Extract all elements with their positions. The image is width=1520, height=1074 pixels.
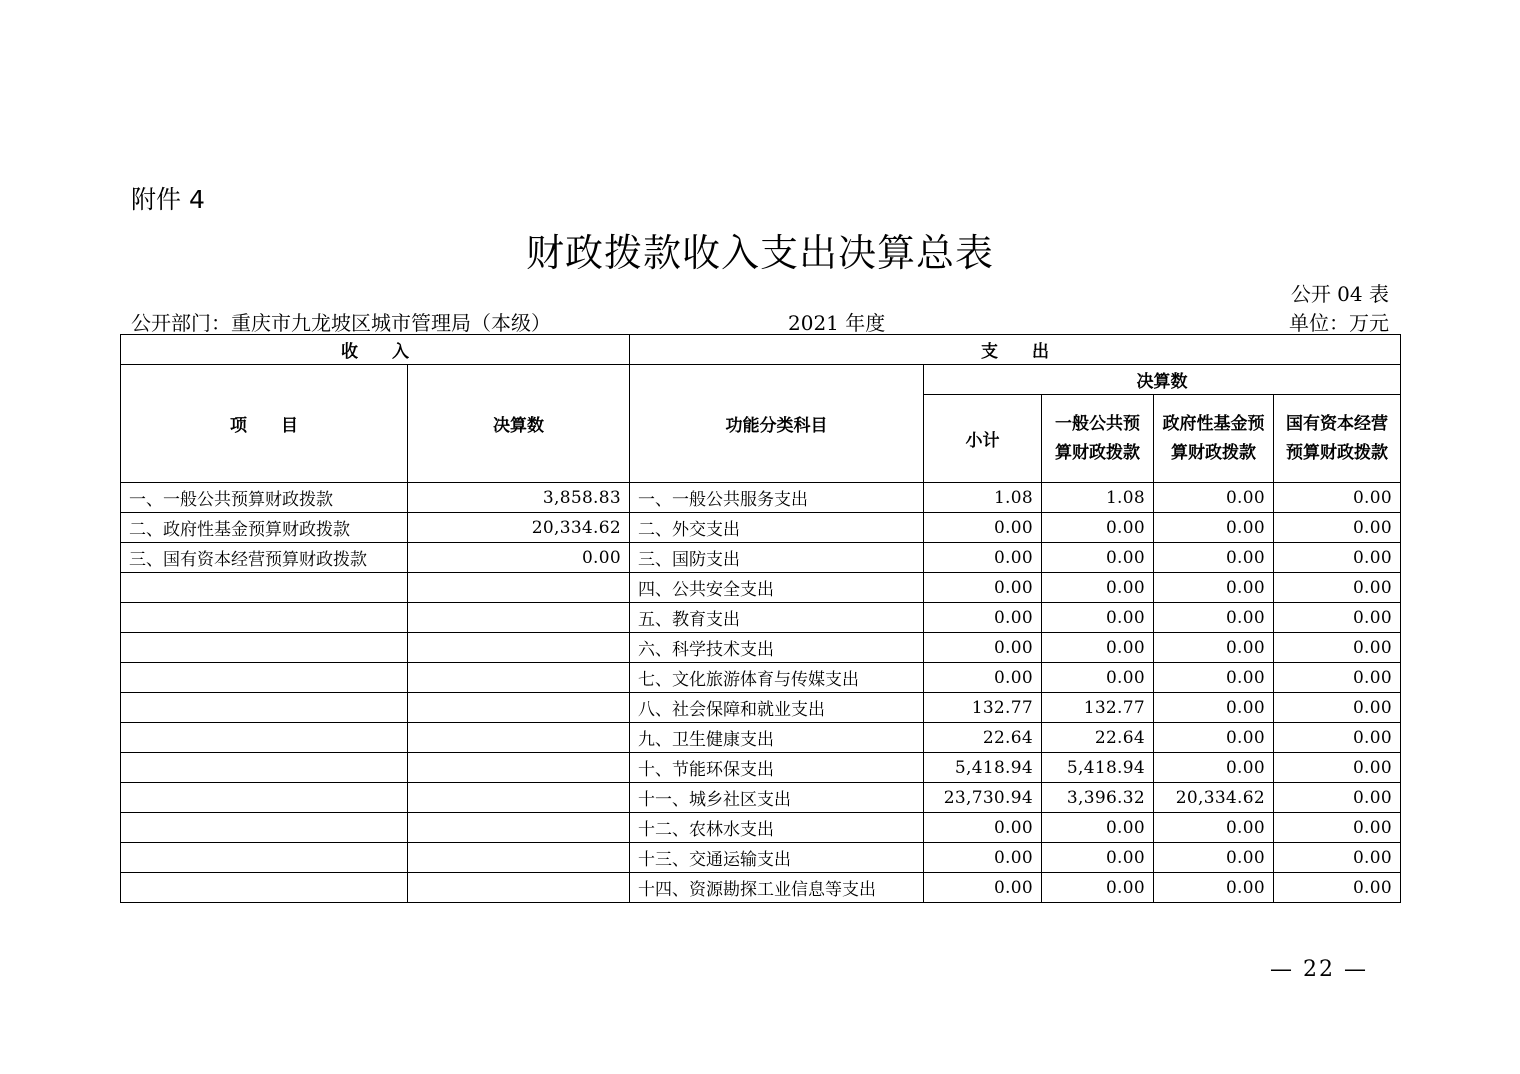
income-amount-cell [408, 753, 630, 783]
unit-label: 单位：万元 [1289, 311, 1389, 335]
income-item-cell [121, 783, 408, 813]
subtotal-cell: 0.00 [924, 813, 1042, 843]
subtotal-cell: 0.00 [924, 603, 1042, 633]
table-row [121, 843, 1401, 873]
income-amount-cell [408, 783, 630, 813]
gov-fund-cell: 0.00 [1154, 693, 1274, 723]
general-budget-cell: 0.00 [1042, 513, 1154, 543]
state-capital-cell: 0.00 [1274, 483, 1401, 513]
gov-fund-cell: 0.00 [1154, 633, 1274, 663]
income-amount-cell: 3,858.83 [408, 483, 630, 513]
attachment-label: 附件 4 [131, 185, 205, 214]
income-item-cell: 一、一般公共预算财政拨款 [121, 483, 408, 513]
general-budget-cell: 0.00 [1042, 603, 1154, 633]
state-capital-cell: 0.00 [1274, 843, 1401, 873]
state-capital-cell: 0.00 [1274, 573, 1401, 603]
department: 公开部门：重庆市九龙坡区城市管理局（本级） [131, 311, 551, 335]
income-item-cell [121, 753, 408, 783]
general-budget-cell: 0.00 [1042, 573, 1154, 603]
income-amount-cell [408, 663, 630, 693]
income-item-cell: 二、政府性基金预算财政拨款 [121, 513, 408, 543]
func-category-cell: 九、卫生健康支出 [630, 723, 924, 753]
general-budget-cell: 0.00 [1042, 543, 1154, 573]
subtotal-cell: 0.00 [924, 543, 1042, 573]
state-capital-header: 国有资本经营预算财政拨款 [1274, 395, 1401, 483]
page-title: 财政拨款收入支出决算总表 [525, 231, 994, 275]
table-row [121, 813, 1401, 843]
income-amount-cell [408, 693, 630, 723]
state-capital-cell: 0.00 [1274, 513, 1401, 543]
table-row [121, 483, 1401, 513]
general-budget-cell: 5,418.94 [1042, 753, 1154, 783]
income-amount-cell [408, 603, 630, 633]
income-amount-cell [408, 573, 630, 603]
gov-fund-cell: 0.00 [1154, 483, 1274, 513]
gov-fund-cell: 0.00 [1154, 813, 1274, 843]
income-amount-cell: 20,334.62 [408, 513, 630, 543]
income-item-cell [121, 813, 408, 843]
income-amount-cell [408, 813, 630, 843]
func-category-cell: 十一、城乡社区支出 [630, 783, 924, 813]
subtotal-cell: 1.08 [924, 483, 1042, 513]
table-row [121, 753, 1401, 783]
gov-fund-cell: 0.00 [1154, 663, 1274, 693]
general-budget-cell: 132.77 [1042, 693, 1154, 723]
func-category-cell: 四、公共安全支出 [630, 573, 924, 603]
table-number: 公开 04 表 [1290, 282, 1389, 306]
subtotal-cell: 0.00 [924, 873, 1042, 903]
table-body [121, 483, 1401, 903]
subtotal-cell: 0.00 [924, 843, 1042, 873]
state-capital-cell: 0.00 [1274, 723, 1401, 753]
gov-fund-cell: 0.00 [1154, 843, 1274, 873]
income-item-cell [121, 573, 408, 603]
subtotal-cell: 0.00 [924, 513, 1042, 543]
income-item-cell [121, 723, 408, 753]
income-header: 收 入 [121, 335, 630, 365]
general-budget-cell: 0.00 [1042, 873, 1154, 903]
gov-fund-cell: 0.00 [1154, 753, 1274, 783]
table-row [121, 573, 1401, 603]
func-category-cell: 十三、交通运输支出 [630, 843, 924, 873]
gov-fund-cell: 0.00 [1154, 873, 1274, 903]
subtotal-cell: 23,730.94 [924, 783, 1042, 813]
income-amount-cell [408, 723, 630, 753]
state-capital-cell: 0.00 [1274, 693, 1401, 723]
func-category-cell: 八、社会保障和就业支出 [630, 693, 924, 723]
income-amount-header: 决算数 [408, 365, 630, 483]
expense-amount-header: 决算数 [924, 365, 1401, 395]
gov-fund-header: 政府性基金预算财政拨款 [1154, 395, 1274, 483]
gov-fund-cell: 0.00 [1154, 573, 1274, 603]
state-capital-cell: 0.00 [1274, 873, 1401, 903]
general-budget-header: 一般公共预算财政拨款 [1042, 395, 1154, 483]
func-category-cell: 十四、资源勘探工业信息等支出 [630, 873, 924, 903]
gov-fund-cell: 0.00 [1154, 513, 1274, 543]
income-item-cell [121, 633, 408, 663]
state-capital-cell: 0.00 [1274, 543, 1401, 573]
general-budget-cell: 1.08 [1042, 483, 1154, 513]
income-amount-cell: 0.00 [408, 543, 630, 573]
general-budget-cell: 0.00 [1042, 843, 1154, 873]
expense-header: 支 出 [630, 335, 1401, 365]
income-amount-cell [408, 873, 630, 903]
gov-fund-cell: 20,334.62 [1154, 783, 1274, 813]
func-category-cell: 一、一般公共服务支出 [630, 483, 924, 513]
table-row [121, 783, 1401, 813]
income-item-cell [121, 603, 408, 633]
fiscal-appropriation-table [120, 334, 1401, 903]
fiscal-year: 2021 年度 [788, 311, 886, 335]
general-budget-cell: 0.00 [1042, 633, 1154, 663]
subtotal-cell: 22.64 [924, 723, 1042, 753]
income-item-cell [121, 843, 408, 873]
state-capital-cell: 0.00 [1274, 633, 1401, 663]
subtotal-cell: 0.00 [924, 663, 1042, 693]
income-amount-cell [408, 633, 630, 663]
func-category-cell: 十二、农林水支出 [630, 813, 924, 843]
income-item-cell [121, 693, 408, 723]
general-budget-cell: 0.00 [1042, 663, 1154, 693]
subtotal-cell: 5,418.94 [924, 753, 1042, 783]
subtotal-cell: 0.00 [924, 573, 1042, 603]
table-row [121, 723, 1401, 753]
income-item-cell: 三、国有资本经营预算财政拨款 [121, 543, 408, 573]
item-header: 项 目 [121, 365, 408, 483]
table-row [121, 543, 1401, 573]
func-category-header: 功能分类科目 [630, 365, 924, 483]
income-amount-cell [408, 843, 630, 873]
state-capital-cell: 0.00 [1274, 783, 1401, 813]
general-budget-cell: 22.64 [1042, 723, 1154, 753]
table-row [121, 513, 1401, 543]
income-item-cell [121, 873, 408, 903]
func-category-cell: 五、教育支出 [630, 603, 924, 633]
subtotal-cell: 0.00 [924, 633, 1042, 663]
table-row [121, 603, 1401, 633]
state-capital-cell: 0.00 [1274, 663, 1401, 693]
income-item-cell [121, 663, 408, 693]
gov-fund-cell: 0.00 [1154, 723, 1274, 753]
subtotal-cell: 132.77 [924, 693, 1042, 723]
func-category-cell: 十、节能环保支出 [630, 753, 924, 783]
table-row [121, 693, 1401, 723]
func-category-cell: 三、国防支出 [630, 543, 924, 573]
state-capital-cell: 0.00 [1274, 603, 1401, 633]
general-budget-cell: 3,396.32 [1042, 783, 1154, 813]
func-category-cell: 二、外交支出 [630, 513, 924, 543]
table-row [121, 873, 1401, 903]
page-number: — 22 — [1270, 957, 1368, 982]
general-budget-cell: 0.00 [1042, 813, 1154, 843]
gov-fund-cell: 0.00 [1154, 603, 1274, 633]
gov-fund-cell: 0.00 [1154, 543, 1274, 573]
state-capital-cell: 0.00 [1274, 753, 1401, 783]
func-category-cell: 六、科学技术支出 [630, 633, 924, 663]
state-capital-cell: 0.00 [1274, 813, 1401, 843]
table-row [121, 663, 1401, 693]
func-category-cell: 七、文化旅游体育与传媒支出 [630, 663, 924, 693]
subtotal-header: 小计 [924, 395, 1042, 483]
table-row [121, 633, 1401, 663]
